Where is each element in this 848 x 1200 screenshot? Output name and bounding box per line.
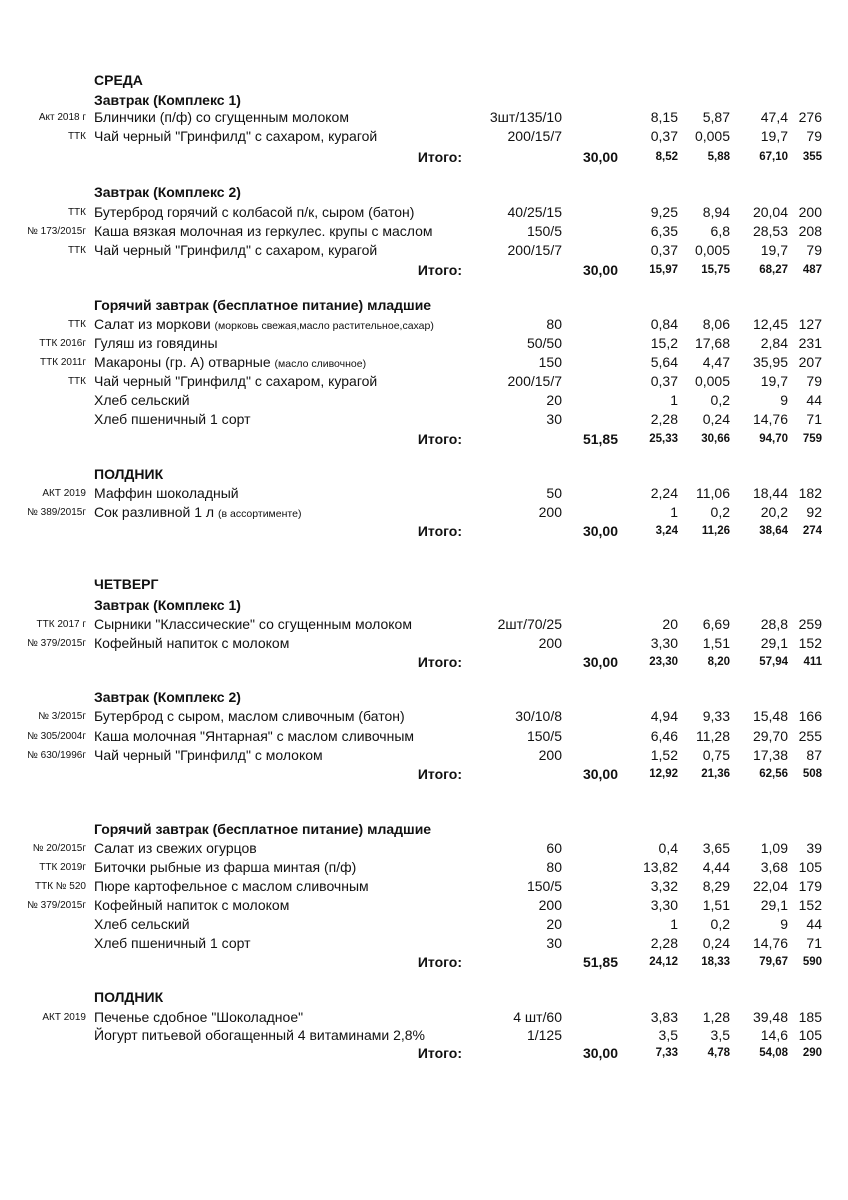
portion-size: 3шт/135/10 xyxy=(489,109,562,125)
total-carbs: 54,08 xyxy=(759,1047,788,1059)
protein-value: 3,83 xyxy=(650,1009,678,1025)
dish-name-text: Чай черный "Гринфилд" с сахаром, курагой xyxy=(94,242,378,258)
total-protein: 15,97 xyxy=(649,264,678,276)
protein-value: 1 xyxy=(670,392,678,408)
fat-value: 3,5 xyxy=(710,1027,730,1043)
carbs-value: 29,70 xyxy=(752,728,788,744)
total-price: 51,85 xyxy=(582,954,618,970)
kcal-value: 44 xyxy=(806,916,822,932)
protein-value: 20 xyxy=(662,616,678,632)
kcal-value: 259 xyxy=(798,616,822,632)
meal-title: Завтрак (Комплекс 2) xyxy=(94,689,241,705)
total-price: 30,00 xyxy=(582,262,618,278)
kcal-value: 231 xyxy=(798,335,822,351)
carbs-value: 29,1 xyxy=(760,635,788,651)
dish-name-text: Салат из моркови xyxy=(94,316,215,332)
fat-value: 1,51 xyxy=(702,635,730,651)
dish-name xyxy=(94,315,434,336)
portion-size: 1/125 xyxy=(526,1027,562,1043)
meal-title: Завтрак (Комплекс 2) xyxy=(94,184,241,200)
dish-name-text: Хлеб сельский xyxy=(94,392,190,408)
total-fat: 30,66 xyxy=(701,433,730,445)
fat-value: 0,2 xyxy=(710,504,730,520)
dish-name xyxy=(94,727,414,748)
total-protein: 24,12 xyxy=(649,956,678,968)
dish-note: (в ассортименте) xyxy=(217,508,302,520)
dish-name xyxy=(94,241,377,262)
kcal-value: 152 xyxy=(798,635,822,651)
dish-name-text: Бутерброд горячий с колбасой п/к, сыром (батон) xyxy=(94,204,415,220)
dish-name-text: Кофейный напиток с молоком xyxy=(94,897,290,913)
carbs-value: 1,09 xyxy=(760,840,788,856)
protein-value: 0,84 xyxy=(650,316,678,332)
dish-name xyxy=(94,353,366,374)
dish-name xyxy=(94,934,251,955)
dish-note: (масло сливочное) xyxy=(274,358,367,370)
dish-name-text: Хлеб пшеничный 1 сорт xyxy=(94,411,251,427)
carbs-value: 14,6 xyxy=(760,1027,788,1043)
recipe-code: АКТ 2019 xyxy=(42,488,86,499)
total-label: Итого: xyxy=(417,654,462,670)
kcal-value: 185 xyxy=(798,1009,822,1025)
meal-title: Горячий завтрак (бесплатное питание) младшие xyxy=(94,297,432,313)
dish-name-text: Чай черный "Гринфилд" с сахаром, курагой xyxy=(94,128,378,144)
total-label: Итого: xyxy=(417,954,462,970)
total-protein: 12,92 xyxy=(649,768,678,780)
dish-name-text: Хлеб сельский xyxy=(94,916,190,932)
recipe-code: № 20/2015г xyxy=(32,843,86,854)
total-protein: 8,52 xyxy=(655,151,678,163)
dish-name xyxy=(94,203,414,224)
total-fat: 4,78 xyxy=(707,1047,730,1059)
carbs-value: 19,7 xyxy=(760,242,788,258)
recipe-code: ТТК xyxy=(67,131,86,142)
total-carbs: 79,67 xyxy=(759,956,788,968)
dish-name xyxy=(94,1026,425,1047)
carbs-value: 39,48 xyxy=(752,1009,788,1025)
total-carbs: 57,94 xyxy=(759,656,788,668)
total-fat: 18,33 xyxy=(701,956,730,968)
portion-size: 200 xyxy=(538,635,562,651)
portion-size: 150/5 xyxy=(526,878,562,894)
protein-value: 2,28 xyxy=(650,411,678,427)
kcal-value: 44 xyxy=(806,392,822,408)
protein-value: 0,37 xyxy=(650,128,678,144)
carbs-value: 2,84 xyxy=(760,335,788,351)
kcal-value: 79 xyxy=(806,242,822,258)
dish-name-text: Кофейный напиток с молоком xyxy=(94,635,290,651)
total-carbs: 94,70 xyxy=(759,433,788,445)
total-price: 30,00 xyxy=(582,654,618,670)
fat-value: 1,51 xyxy=(702,897,730,913)
total-carbs: 62,56 xyxy=(759,768,788,780)
carbs-value: 3,68 xyxy=(760,859,788,875)
total-protein: 25,33 xyxy=(649,433,678,445)
recipe-code: ТТК xyxy=(67,319,86,330)
dish-note: (морковь свежая,масло растительное,сахар) xyxy=(214,320,434,332)
fat-value: 11,06 xyxy=(696,485,730,501)
kcal-value: 79 xyxy=(806,373,822,389)
protein-value: 0,37 xyxy=(650,373,678,389)
kcal-value: 71 xyxy=(806,935,822,951)
recipe-code: № 3/2015г xyxy=(38,711,86,722)
fat-value: 8,06 xyxy=(702,316,730,332)
total-kcal: 274 xyxy=(802,525,822,537)
fat-value: 0,2 xyxy=(710,392,730,408)
fat-value: 3,65 xyxy=(702,840,730,856)
fat-value: 0,24 xyxy=(702,411,730,427)
total-price: 30,00 xyxy=(582,523,618,539)
recipe-code: № 173/2015г xyxy=(27,226,86,237)
total-kcal: 411 xyxy=(803,656,822,668)
meal-title: Завтрак (Комплекс 1) xyxy=(94,92,241,108)
recipe-code: № 630/1996г xyxy=(27,750,86,761)
kcal-value: 255 xyxy=(798,728,822,744)
dish-name xyxy=(94,108,349,129)
protein-value: 2,28 xyxy=(650,935,678,951)
carbs-value: 18,44 xyxy=(752,485,788,501)
total-kcal: 590 xyxy=(802,956,822,968)
dish-name xyxy=(94,372,377,393)
recipe-code: ТТК № 520 xyxy=(34,881,86,892)
portion-size: 80 xyxy=(546,316,562,332)
dish-name-text: Гуляш из говядины xyxy=(94,335,218,351)
total-carbs: 38,64 xyxy=(759,525,788,537)
total-carbs: 68,27 xyxy=(759,264,788,276)
portion-size: 200/15/7 xyxy=(507,373,562,389)
kcal-value: 166 xyxy=(798,708,822,724)
carbs-value: 9 xyxy=(780,392,788,408)
recipe-code: № 389/2015г xyxy=(27,507,86,518)
total-price: 30,00 xyxy=(582,149,618,165)
protein-value: 8,15 xyxy=(650,109,678,125)
protein-value: 3,30 xyxy=(650,897,678,913)
kcal-value: 182 xyxy=(798,485,822,501)
fat-value: 0,2 xyxy=(710,916,730,932)
fat-value: 6,8 xyxy=(710,223,730,239)
total-price: 30,00 xyxy=(582,1045,618,1061)
protein-value: 0,4 xyxy=(658,840,678,856)
carbs-value: 19,7 xyxy=(760,128,788,144)
total-fat: 5,88 xyxy=(707,151,730,163)
protein-value: 1 xyxy=(670,916,678,932)
dish-name xyxy=(94,222,433,243)
protein-value: 1,52 xyxy=(650,747,678,763)
carbs-value: 17,38 xyxy=(752,747,788,763)
portion-size: 4 шт/60 xyxy=(513,1009,562,1025)
total-label: Итого: xyxy=(417,1045,462,1061)
recipe-code: ТТК xyxy=(67,245,86,256)
kcal-value: 87 xyxy=(806,747,822,763)
dish-name-text: Хлеб пшеничный 1 сорт xyxy=(94,935,251,951)
portion-size: 40/25/15 xyxy=(507,204,562,220)
carbs-value: 29,1 xyxy=(760,897,788,913)
total-label: Итого: xyxy=(417,149,462,165)
total-label: Итого: xyxy=(417,766,462,782)
total-label: Итого: xyxy=(417,431,462,447)
fat-value: 4,44 xyxy=(702,859,730,875)
carbs-value: 14,76 xyxy=(752,411,788,427)
total-label: Итого: xyxy=(417,262,462,278)
dish-name xyxy=(94,915,190,936)
total-protein: 23,30 xyxy=(649,656,678,668)
kcal-value: 276 xyxy=(798,109,822,125)
protein-value: 0,37 xyxy=(650,242,678,258)
recipe-code: ТТК xyxy=(67,376,86,387)
dish-name-text: Пюре картофельное с маслом сливочным xyxy=(94,878,369,894)
recipe-code: ТТК 2016г xyxy=(39,338,86,349)
portion-size: 30 xyxy=(546,411,562,427)
protein-value: 3,5 xyxy=(658,1027,678,1043)
carbs-value: 15,48 xyxy=(752,708,788,724)
protein-value: 2,24 xyxy=(650,485,678,501)
dish-name xyxy=(94,410,251,431)
total-kcal: 355 xyxy=(802,151,822,163)
dish-name-text: Печенье сдобное "Шоколадное" xyxy=(94,1009,304,1025)
portion-size: 50 xyxy=(546,485,562,501)
total-protein: 7,33 xyxy=(655,1047,678,1059)
dish-name-text: Чай черный "Гринфилд" с молоком xyxy=(94,747,323,763)
kcal-value: 92 xyxy=(806,504,822,520)
dish-name-text: Чай черный "Гринфилд" с сахаром, курагой xyxy=(94,373,378,389)
carbs-value: 35,95 xyxy=(752,354,788,370)
dish-name-text: Бутерброд с сыром, маслом сливочным (батон) xyxy=(94,708,405,724)
dish-name-text: Салат из свежих огурцов xyxy=(94,840,257,856)
total-protein: 3,24 xyxy=(655,525,678,537)
protein-value: 15,2 xyxy=(650,335,678,351)
portion-size: 150/5 xyxy=(526,223,562,239)
protein-value: 9,25 xyxy=(650,204,678,220)
dish-name xyxy=(94,896,289,917)
portion-size: 200 xyxy=(538,504,562,520)
dish-name xyxy=(94,484,239,505)
total-fat: 11,26 xyxy=(701,525,730,537)
total-kcal: 290 xyxy=(802,1047,822,1059)
total-fat: 15,75 xyxy=(701,264,730,276)
portion-size: 50/50 xyxy=(526,335,562,351)
carbs-value: 20,04 xyxy=(752,204,788,220)
dish-name xyxy=(94,634,289,655)
total-carbs: 67,10 xyxy=(759,151,788,163)
total-fat: 21,36 xyxy=(701,768,730,780)
kcal-value: 71 xyxy=(806,411,822,427)
meal-title: Завтрак (Комплекс 1) xyxy=(94,597,241,613)
fat-value: 0,005 xyxy=(694,128,730,144)
meal-title: ПОЛДНИК xyxy=(94,989,164,1005)
carbs-value: 47,4 xyxy=(760,109,788,125)
fat-value: 9,33 xyxy=(702,708,730,724)
total-kcal: 508 xyxy=(802,768,822,780)
dish-name-text: Биточки рыбные из фарша минтая (п/ф) xyxy=(94,859,357,875)
recipe-code: ТТК xyxy=(67,207,86,218)
dish-name xyxy=(94,127,377,148)
dish-name xyxy=(94,503,301,524)
recipe-code: Акт 2018 г xyxy=(38,112,86,123)
fat-value: 0,75 xyxy=(702,747,730,763)
kcal-value: 105 xyxy=(798,1027,822,1043)
day-title: ЧЕТВЕРГ xyxy=(94,576,159,592)
dish-name xyxy=(94,858,356,879)
total-price: 30,00 xyxy=(582,766,618,782)
carbs-value: 28,8 xyxy=(760,616,788,632)
dish-name-text: Каша вязкая молочная из геркулес. крупы с маслом xyxy=(94,223,433,239)
fat-value: 4,47 xyxy=(702,354,730,370)
protein-value: 5,64 xyxy=(650,354,678,370)
portion-size: 2шт/70/25 xyxy=(497,616,562,632)
dish-name-text: Блинчики (п/ф) со сгущенным молоком xyxy=(94,109,349,125)
carbs-value: 9 xyxy=(780,916,788,932)
portion-size: 20 xyxy=(546,916,562,932)
meal-title: Горячий завтрак (бесплатное питание) младшие xyxy=(94,821,432,837)
portion-size: 150 xyxy=(538,354,562,370)
dish-name-text: Макароны (гр. А) отварные xyxy=(94,354,275,370)
portion-size: 200 xyxy=(538,897,562,913)
protein-value: 6,46 xyxy=(650,728,678,744)
dish-name xyxy=(94,877,369,898)
kcal-value: 79 xyxy=(806,128,822,144)
recipe-code: № 305/2004г xyxy=(27,731,86,742)
kcal-value: 208 xyxy=(798,223,822,239)
fat-value: 6,69 xyxy=(702,616,730,632)
carbs-value: 12,45 xyxy=(752,316,788,332)
dish-name-text: Маффин шоколадный xyxy=(94,485,239,501)
kcal-value: 127 xyxy=(798,316,822,332)
kcal-value: 179 xyxy=(798,878,822,894)
dish-name xyxy=(94,707,405,728)
portion-size: 200 xyxy=(538,747,562,763)
fat-value: 0,24 xyxy=(702,935,730,951)
dish-name xyxy=(94,839,257,860)
carbs-value: 19,7 xyxy=(760,373,788,389)
carbs-value: 20,2 xyxy=(760,504,788,520)
portion-size: 200/15/7 xyxy=(507,128,562,144)
protein-value: 13,82 xyxy=(642,859,678,875)
fat-value: 8,29 xyxy=(702,878,730,894)
fat-value: 0,005 xyxy=(694,373,730,389)
portion-size: 60 xyxy=(546,840,562,856)
portion-size: 30/10/8 xyxy=(515,708,562,724)
protein-value: 6,35 xyxy=(650,223,678,239)
dish-name xyxy=(94,746,323,767)
portion-size: 150/5 xyxy=(526,728,562,744)
fat-value: 11,28 xyxy=(696,728,730,744)
kcal-value: 39 xyxy=(806,840,822,856)
dish-name-text: Сок разливной 1 л xyxy=(94,504,218,520)
portion-size: 20 xyxy=(546,392,562,408)
dish-name xyxy=(94,334,218,355)
recipe-code: ТТК 2011г xyxy=(40,357,86,368)
recipe-code: ТТК 2017 г xyxy=(36,619,86,630)
recipe-code: АКТ 2019 xyxy=(42,1012,86,1023)
kcal-value: 200 xyxy=(798,204,822,220)
total-label: Итого: xyxy=(417,523,462,539)
meal-title: ПОЛДНИК xyxy=(94,466,164,482)
fat-value: 1,28 xyxy=(702,1009,730,1025)
total-fat: 8,20 xyxy=(707,656,730,668)
portion-size: 80 xyxy=(546,859,562,875)
kcal-value: 105 xyxy=(798,859,822,875)
total-kcal: 487 xyxy=(802,264,822,276)
recipe-code: № 379/2015г xyxy=(27,900,86,911)
total-kcal: 759 xyxy=(802,433,822,445)
protein-value: 3,30 xyxy=(650,635,678,651)
dish-name-text: Каша молочная "Янтарная" с маслом сливочным xyxy=(94,728,415,744)
fat-value: 8,94 xyxy=(702,204,730,220)
fat-value: 17,68 xyxy=(694,335,730,351)
portion-size: 200/15/7 xyxy=(507,242,562,258)
day-title: СРЕДА xyxy=(94,72,143,88)
protein-value: 4,94 xyxy=(650,708,678,724)
protein-value: 1 xyxy=(670,504,678,520)
fat-value: 5,87 xyxy=(702,109,730,125)
carbs-value: 22,04 xyxy=(752,878,788,894)
recipe-code: ТТК 2019г xyxy=(39,862,86,873)
portion-size: 30 xyxy=(546,935,562,951)
protein-value: 3,32 xyxy=(650,878,678,894)
kcal-value: 152 xyxy=(798,897,822,913)
dish-name xyxy=(94,615,412,636)
kcal-value: 207 xyxy=(798,354,822,370)
carbs-value: 28,53 xyxy=(752,223,788,239)
fat-value: 0,005 xyxy=(694,242,730,258)
dish-name-text: Йогурт питьевой обогащенный 4 витаминами 2,8% xyxy=(94,1027,425,1043)
total-price: 51,85 xyxy=(582,431,618,447)
recipe-code: № 379/2015г xyxy=(27,638,86,649)
dish-name-text: Сырники "Классические" со сгущенным молоком xyxy=(94,616,412,632)
dish-name xyxy=(94,391,190,412)
carbs-value: 14,76 xyxy=(752,935,788,951)
